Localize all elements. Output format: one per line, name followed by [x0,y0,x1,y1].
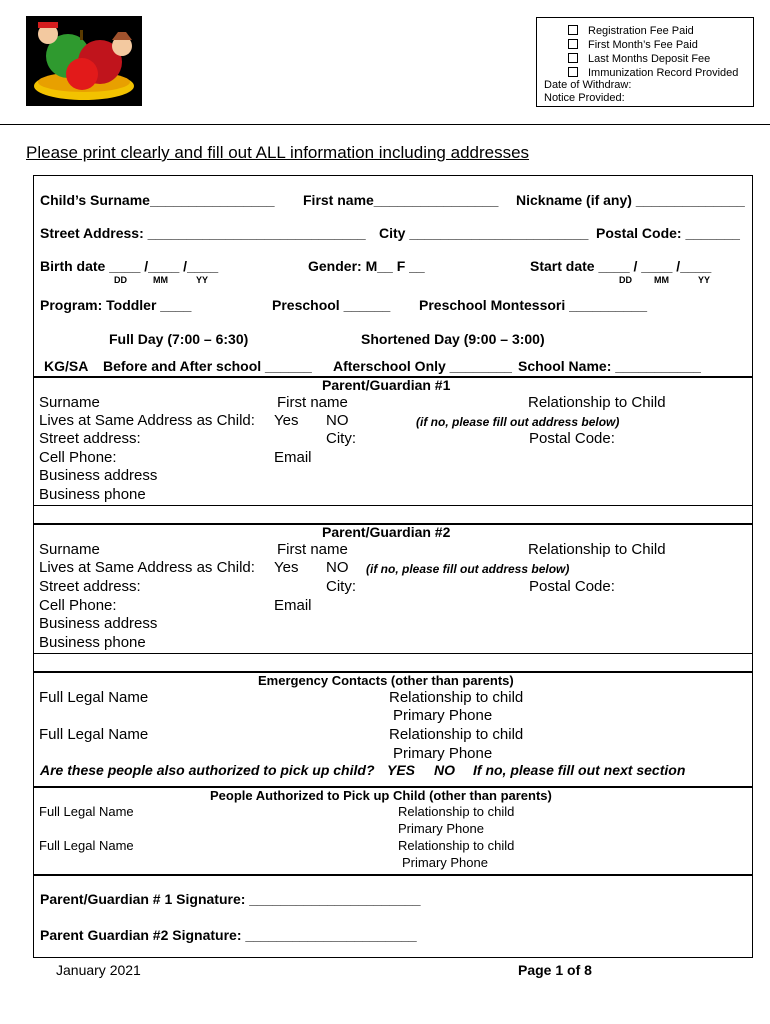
school-name-field[interactable]: School Name: ___________ [518,358,701,374]
guardian1-business-address-label: Business address [39,467,158,484]
start-date-field[interactable]: Start date ____ / ____ /____ [530,258,712,274]
child-surname-field[interactable]: Child’s Surname________________ [40,192,275,208]
checklist-item[interactable] [568,66,738,80]
full-day-option[interactable]: Full Day (7:00 – 6:30) [109,331,249,347]
checklist-label: First Month’s Fee Paid [588,39,698,51]
pickup-yes-option[interactable]: YES [387,762,416,778]
footer-page-number: Page 1 of 8 [518,962,592,978]
guardian2-street-label: Street address: [39,578,141,595]
checkbox[interactable] [568,67,578,77]
pickup-name1-label: Full Legal Name [39,804,134,819]
kgsa-label: KG/SA [44,358,89,374]
guardian1-first-name-label: First name [277,394,348,411]
guardian1-business-phone-label: Business phone [39,486,146,503]
guardian2-heading: Parent/Guardian #2 [322,524,451,540]
child-first-name-field[interactable]: First name________________ [303,192,499,208]
guardian2-business-address-label: Business address [39,615,158,632]
pickup-rel1-label: Relationship to child [398,804,515,819]
guardian2-first-name-label: First name [277,541,348,558]
guardian1-relationship-label: Relationship to Child [528,394,666,411]
date-of-withdraw-label: Date of Withdraw: [544,79,632,91]
guardian2-lives-label: Lives at Same Address as Child: [39,559,255,576]
pickup-name2-label: Full Legal Name [39,838,134,853]
guardian2-email-label: Email [274,597,312,614]
birth-yy-label: YY [196,275,209,285]
guardian1-lives-label: Lives at Same Address as Child: [39,412,255,429]
checkbox[interactable] [568,39,578,49]
shortened-day-option[interactable]: Shortened Day (9:00 – 3:00) [361,331,545,347]
guardian2-divider [33,653,753,654]
notice-provided-label: Notice Provided: [544,92,625,104]
gender-field[interactable]: Gender: M__ F __ [308,258,425,274]
guardian1-note: (if no, please fill out address below) [416,415,620,429]
guardian1-street-label: Street address: [39,430,141,447]
emergency-phone1-label: Primary Phone [393,707,493,724]
pickup-heading: People Authorized to Pick up Child (other than parents) [210,788,552,803]
checklist-label: Last Months Deposit Fee [588,53,711,65]
child-city-field[interactable]: City _______________________ [379,225,589,241]
pickup-phone1-label: Primary Phone [398,821,484,836]
program-montessori-field[interactable]: Preschool Montessori __________ [419,297,648,313]
guardian2-signature-field[interactable]: Parent Guardian #2 Signature: ______________________ [40,927,417,943]
checklist-label: Registration Fee Paid [588,25,694,37]
before-after-school-field[interactable]: Before and After school ______ [103,358,312,374]
afterschool-only-field[interactable]: Afterschool Only ________ [333,358,512,374]
pickup-no-option[interactable]: NO [434,762,455,778]
office-checklist [568,24,738,80]
child-nickname-field[interactable]: Nickname (if any) ______________ [516,192,745,208]
guardian1-divider [33,505,753,506]
birth-date-field[interactable]: Birth date ____ /____ /____ [40,258,219,274]
guardian1-city-label: City: [326,430,356,447]
guardian1-cell-label: Cell Phone: [39,449,117,466]
child-street-field[interactable]: Street Address: ____________________________ [40,225,366,241]
top-divider [0,124,770,125]
guardian2-city-label: City: [326,578,356,595]
pickup-question: Are these people also authorized to pick up child? [40,762,375,778]
guardian2-yes-option[interactable]: Yes [274,559,299,576]
guardian2-surname-label: Surname [39,541,100,558]
emergency-name1-label: Full Legal Name [39,689,149,706]
checklist-item[interactable] [568,38,738,52]
checklist-label: Immunization Record Provided [588,67,739,79]
guardian1-surname-label: Surname [39,394,100,411]
pickup-phone2-label: Primary Phone [402,855,488,870]
guardian1-heading: Parent/Guardian #1 [322,377,451,393]
guardian1-no-option[interactable]: NO [326,412,349,429]
instruction-heading: Please print clearly and fill out ALL information including addresses [26,143,530,162]
pickup-instruction: If no, please fill out next section [473,762,686,778]
guardian1-signature-field[interactable]: Parent/Guardian # 1 Signature: ______________________ [40,891,421,907]
emergency-heading: Emergency Contacts (other than parents) [258,673,514,688]
checklist-item[interactable] [568,52,738,66]
apple-kids-logo-icon [26,16,142,106]
guardian2-cell-label: Cell Phone: [39,597,117,614]
birth-dd-label: DD [114,275,127,285]
guardian1-postal-label: Postal Code: [529,430,615,447]
program-preschool-field[interactable]: Preschool ______ [272,297,391,313]
logo [26,16,142,106]
footer-date: January 2021 [56,962,141,978]
child-postal-field[interactable]: Postal Code: _______ [596,225,740,241]
guardian2-relationship-label: Relationship to Child [528,541,666,558]
checkbox[interactable] [568,25,578,35]
program-toddler-field[interactable]: Program: Toddler ____ [40,297,192,313]
start-yy-label: YY [698,275,711,285]
checklist-item[interactable] [568,24,738,38]
start-mm-label: MM [654,275,669,285]
emergency-name2-label: Full Legal Name [39,726,149,743]
guardian2-postal-label: Postal Code: [529,578,615,595]
checkbox[interactable] [568,53,578,63]
signature-box [33,875,753,958]
guardian2-business-phone-label: Business phone [39,634,146,651]
start-dd-label: DD [619,275,632,285]
pickup-rel2-label: Relationship to child [398,838,515,853]
guardian1-yes-option[interactable]: Yes [274,412,299,429]
birth-mm-label: MM [153,275,168,285]
guardian2-no-option[interactable]: NO [326,559,349,576]
guardian1-email-label: Email [274,449,312,466]
emergency-rel1-label: Relationship to child [389,689,524,706]
emergency-rel2-label: Relationship to child [389,726,524,743]
emergency-phone2-label: Primary Phone [393,745,493,762]
guardian2-note: (if no, please fill out address below) [366,562,570,576]
